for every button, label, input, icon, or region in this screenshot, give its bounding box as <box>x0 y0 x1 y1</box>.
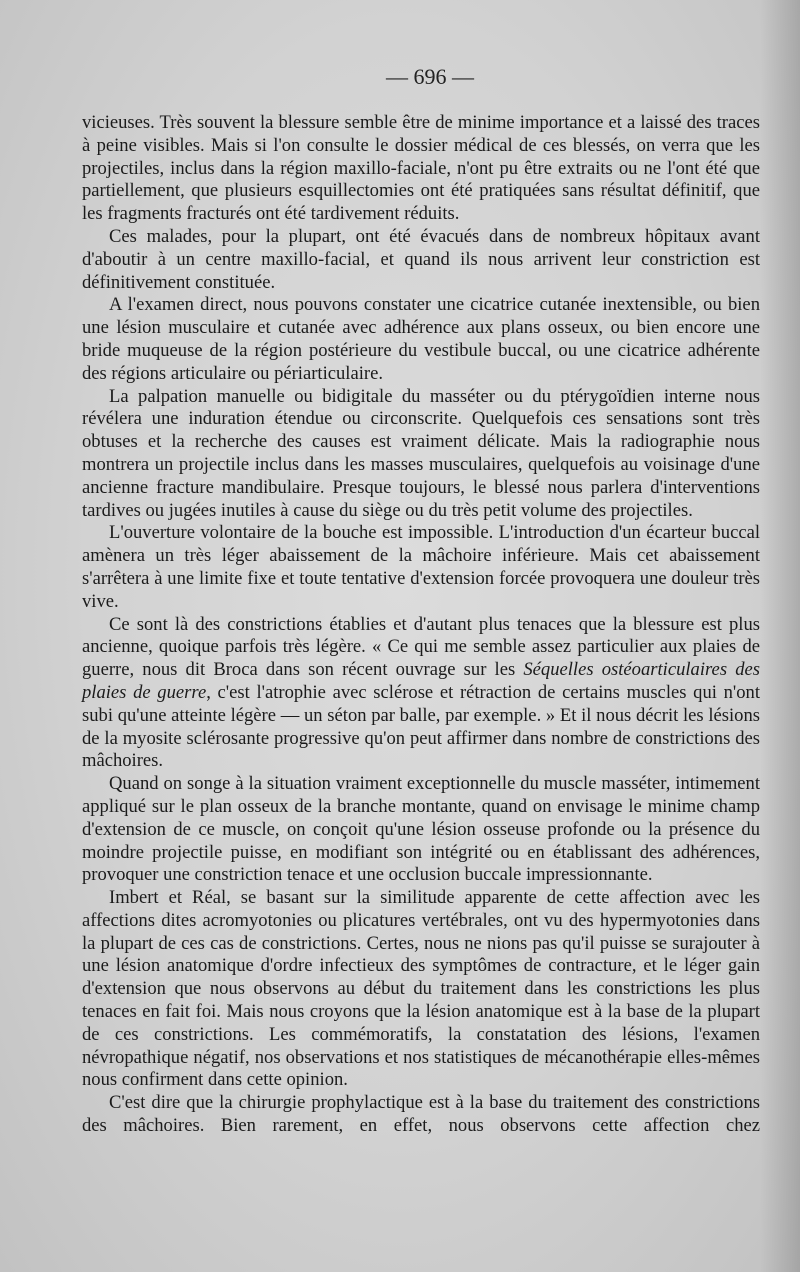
book-title-citation: Séquelles ostéoarticulaires des plaies de guerre <box>82 659 760 703</box>
paragraph-2: Ces malades, pour la plupart, ont été évacués dans de nombreux hôpitaux avant d'aboutir à un centre maxillo-facial, et quand ils nous arrivent leur constriction est définitivement constituée. <box>82 225 760 293</box>
paragraph-7: Quand on songe à la situation vraiment exceptionnelle du muscle masséter, intimement appliqué sur le plan osseux de la branche montante, quand on envisage le minime champ d'extension de ce muscle, on conçoit qu'une lésion osseuse profonde ou la présence du moindre projectile puisse, en modifiant son intégrité ou en établissant des adhérences, provoquer une constriction tenace et une occlusion buccale impressionnante. <box>82 773 760 886</box>
paragraph-6-part-2: , c'est l'atrophie avec sclérose et rétraction de certains muscles qui n'ont subi qu'une atteinte légère — un séton par balle, par exemple. » Et il nous décrit les lésions de la myosite sclérosante progressive qu'on peut affirmer dans nombre de constrictions des mâchoires. <box>82 681 760 772</box>
paragraph-9: C'est dire que la chirurgie prophylactique est à la base du traitement des constrictions des mâchoires. Bien rarement, en effet, nous observons cette affection chez <box>82 1092 760 1137</box>
paragraph-5: L'ouverture volontaire de la bouche est impossible. L'introduction d'un écarteur buccal amènera un très léger abaissement de la mâchoire inférieure. Mais cet abaissement s'arrêtera à une limite fixe et toute tentative d'extension forcée provoquera une douleur très vive. <box>82 522 760 612</box>
paragraph-6 <box>82 614 760 774</box>
page-edge-shadow <box>760 0 800 1272</box>
paragraph-6-part-1: Ce sont là des constrictions établies et d'autant plus tenaces que la blessure est plus ancienne, quoique parfois très légère. « Ce qui me semble assez particulier aux plaies de guerre, nous dit Broca dans son récent ouvrage sur les <box>82 613 760 681</box>
paragraph-1: vicieuses. Très souvent la blessure semble être de minime importance et a laissé des traces à peine visibles. Mais si l'on consulte le dossier médical de ces blessés, on verra que les projectiles, inclus dans la région maxillo-faciale, n'ont pu être extraits ou ne l'ont été que partiellement, que plusieurs esquillectomies ont été pratiquées sans résultat définitif, que les fragments fracturés ont été tardivement réduits. <box>82 112 760 225</box>
page-number: — 696 — <box>386 64 474 89</box>
paragraph-8: Imbert et Réal, se basant sur la similitude apparente de cette affection avec les affections dites acromyotonies ou plicatures vertébrales, ont vu des hypermyotonies dans la plupart de ces cas de constrictions. Certes, nous ne nions pas qu'il puisse se surajouter à une lésion anatomique d'ordre infectieux des symptômes de contracture, et le léger gain d'extension que nous observons au début du traitement dans les constrictions les plus tenaces en fait foi. Mais nous croyons que la lésion anatomique est à la base de la plupart de ces constrictions. Les commémoratifs, la constatation des lésions, l'examen névropathique négatif, nos observations et nos statistiques de mécanothérapie elles-mêmes nous confirment dans cette opinion. <box>82 887 760 1091</box>
paragraph-4: La palpation manuelle ou bidigitale du masséter ou du ptérygoïdien interne nous révélera une induration étendue ou circonscrite. Quelquefois ces sensations sont très obtuses et la recherche des causes est vraiment délicate. Mais la radiographie nous montrera un projectile inclus dans les masses musculaires, quelquefois au voisinage d'une ancienne fracture mandibulaire. Presque toujours, le blessé nous parlera d'interventions tardives ou jugées inutiles à cause du siège ou du très petit volume des projectiles. <box>82 385 760 521</box>
paragraph-3: A l'examen direct, nous pouvons constater une cicatrice cutanée inextensible, ou bien une lésion musculaire et cutanée avec adhérence aux plans osseux, ou bien encore une bride muqueuse de la région postérieure du vestibule buccal, ou une cicatrice adhérente des régions articulaire ou périarticulaire. <box>82 294 760 384</box>
body-text <box>82 112 760 1138</box>
